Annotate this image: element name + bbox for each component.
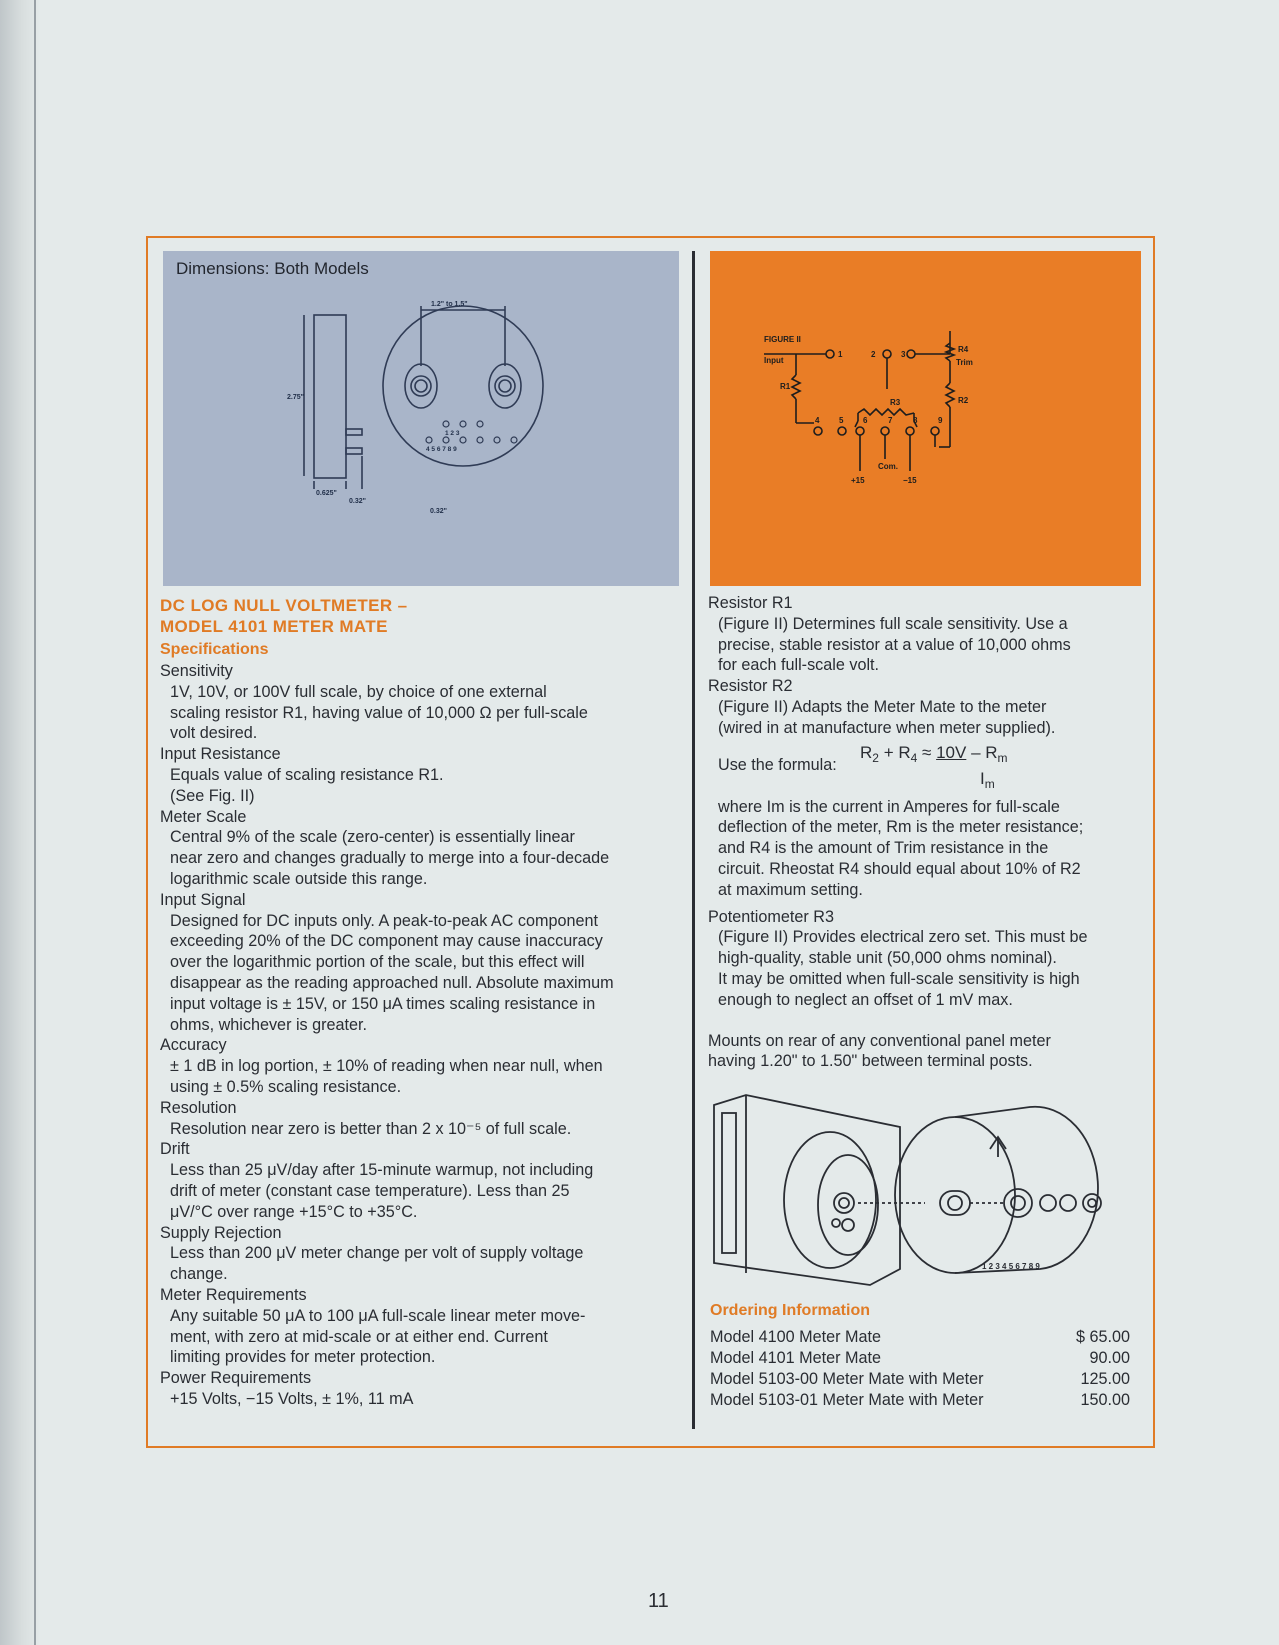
formula-den-sub: m bbox=[984, 776, 995, 791]
fig-label-input: Input bbox=[764, 356, 784, 365]
spec-label: Resolution bbox=[160, 1098, 237, 1117]
spec-text bbox=[170, 1119, 685, 1140]
specifications-column bbox=[160, 595, 685, 1410]
dimensions-drawing bbox=[163, 251, 679, 586]
formula-r4: R bbox=[898, 742, 911, 762]
order-row bbox=[710, 1369, 1130, 1390]
spec-text bbox=[170, 1306, 685, 1368]
spec-line: over the logarithmic portion of the scale, but this effect will bbox=[170, 953, 585, 972]
formula-minus: – bbox=[966, 742, 986, 762]
spine-binding-line bbox=[34, 0, 36, 1645]
spec-line: ment, with zero at mid-scale or at either end. Current bbox=[170, 1327, 548, 1346]
spec-line: volt desired. bbox=[170, 724, 258, 743]
spec-line: Resolution near zero is better than 2 x 10⁻⁵ of full scale. bbox=[170, 1119, 572, 1138]
meter-mate-illustration bbox=[710, 1093, 1130, 1293]
spec-text bbox=[170, 1056, 685, 1098]
figure-panel bbox=[710, 251, 1141, 586]
fig-pin-9: 9 bbox=[938, 416, 943, 425]
spec-line: Equals value of scaling resistance R1. bbox=[170, 765, 444, 784]
figure-title: FIGURE II bbox=[764, 335, 801, 344]
order-model-name: Model 5103-00 Meter Mate with Meter bbox=[710, 1370, 984, 1388]
fig-label-r3: R3 bbox=[890, 398, 901, 407]
spec-text bbox=[170, 827, 685, 889]
spec-line: logarithmic scale outside this range. bbox=[170, 869, 428, 888]
spec-line: near zero and changes gradually to merge into a four-decade bbox=[170, 849, 610, 868]
dim-label-offset: 0.32" bbox=[430, 508, 447, 515]
spec-line: ± 1 dB in log portion, ± 10% of reading when near null, when bbox=[170, 1057, 603, 1076]
spec-line: μV/°C over range +15°C to +35°C. bbox=[170, 1202, 418, 1221]
fig-label-trim: Trim bbox=[956, 358, 973, 367]
dim-label-pin: 0.32" bbox=[349, 498, 366, 505]
fig-pin-1: 1 bbox=[838, 350, 843, 359]
spec-line: Any suitable 50 μA to 100 μA full-scale linear meter move- bbox=[170, 1306, 586, 1325]
spec-line: drift of meter (constant case temperature). Less than 25 bbox=[170, 1181, 570, 1200]
order-price: 150.00 bbox=[1080, 1391, 1130, 1409]
r2-line: (wired in at manufacture when meter supplied). bbox=[718, 718, 1056, 737]
terminal-row-top: 1 2 3 bbox=[445, 430, 460, 437]
mounting-note bbox=[708, 1031, 1148, 1073]
fig-label-plus15: +15 bbox=[851, 476, 865, 485]
details-column bbox=[708, 593, 1148, 1072]
order-row bbox=[710, 1348, 1130, 1369]
formula-r4-sub: 4 bbox=[910, 750, 918, 765]
spec-line: exceeding 20% of the DC component may cause inaccuracy bbox=[170, 932, 603, 951]
r1-line: for each full-scale volt. bbox=[718, 656, 880, 675]
dim-label-height: 2.75" bbox=[287, 394, 304, 401]
where-line: and R4 is the amount of Trim resistance in the bbox=[718, 839, 1049, 858]
spec-text bbox=[170, 1160, 685, 1222]
spec-line: Designed for DC inputs only. A peak-to-peak AC component bbox=[170, 911, 599, 930]
resistor-r1-text bbox=[718, 614, 1148, 676]
spec-text bbox=[170, 1243, 685, 1285]
fig-label-r2: R2 bbox=[958, 396, 969, 405]
formula-den: I bbox=[980, 768, 985, 788]
spec-label: Power Requirements bbox=[160, 1369, 312, 1388]
spec-line: Less than 25 μV/day after 15-minute warmup, not including bbox=[170, 1161, 594, 1180]
formula-lead: Use the formula: bbox=[718, 755, 837, 774]
formula-explanation bbox=[718, 797, 1148, 901]
r2-line: (Figure II) Adapts the Meter Mate to the meter bbox=[718, 697, 1047, 716]
spec-label: Supply Rejection bbox=[160, 1223, 282, 1242]
spec-label: Drift bbox=[160, 1140, 190, 1159]
spec-label: Accuracy bbox=[160, 1036, 227, 1055]
resistor-r2-label: Resistor R2 bbox=[708, 677, 793, 696]
r1-line: precise, stable resistor at a value of 10,000 ohms bbox=[718, 635, 1071, 654]
page-number: 11 bbox=[648, 1590, 669, 1612]
fig-pin-3: 3 bbox=[901, 350, 906, 359]
specifications-heading: Specifications bbox=[160, 641, 269, 658]
fig-label-com: Com. bbox=[878, 462, 898, 471]
order-model-name: Model 4100 Meter Mate bbox=[710, 1328, 881, 1346]
spec-line: scaling resistor R1, having value of 10,000 Ω per full-scale bbox=[170, 703, 588, 722]
order-model-name: Model 5103-01 Meter Mate with Meter bbox=[710, 1391, 984, 1409]
order-row bbox=[710, 1390, 1130, 1411]
meter-terminal-numbers: 1 2 3 4 5 6 7 8 9 bbox=[982, 1262, 1040, 1271]
r3-line: (Figure II) Provides electrical zero set. This must be bbox=[718, 928, 1088, 947]
spec-line: (See Fig. II) bbox=[170, 786, 255, 805]
fig-pin-6: 6 bbox=[863, 416, 868, 425]
fig-label-minus15: −15 bbox=[903, 476, 917, 485]
formula-plus: + bbox=[878, 742, 899, 762]
where-line: deflection of the meter, Rm is the meter resistance; bbox=[718, 818, 1084, 837]
spec-line: Central 9% of the scale (zero-center) is essentially linear bbox=[170, 828, 575, 847]
formula-rm-sub: m bbox=[997, 750, 1008, 765]
r2-formula bbox=[718, 743, 1148, 795]
formula-approx: ≈ bbox=[917, 742, 937, 762]
dim-label-spacing: 1.2" to 1.5" bbox=[431, 301, 468, 308]
fig-pin-7: 7 bbox=[888, 416, 893, 425]
spec-text bbox=[170, 765, 685, 807]
spec-line: limiting provides for meter protection. bbox=[170, 1348, 436, 1367]
resistor-r1-label: Resistor R1 bbox=[708, 594, 793, 612]
order-price: 90.00 bbox=[1089, 1349, 1130, 1367]
r3-line: It may be omitted when full-scale sensitivity is high bbox=[718, 969, 1080, 988]
ordering-table bbox=[710, 1327, 1130, 1411]
dim-label-depth: 0.625" bbox=[316, 490, 337, 497]
figure-ii-schematic bbox=[710, 251, 1141, 586]
fig-label-r4: R4 bbox=[958, 345, 969, 354]
product-heading-line1: DC LOG NULL VOLTMETER – bbox=[160, 596, 408, 615]
dimensions-panel bbox=[163, 251, 679, 586]
resistor-r2-text bbox=[718, 697, 1148, 739]
r3-line: high-quality, stable unit (50,000 ohms nominal). bbox=[718, 949, 1057, 968]
where-line: circuit. Rheostat R4 should equal about 10% of R2 bbox=[718, 859, 1081, 878]
potentiometer-r3-label: Potentiometer R3 bbox=[708, 907, 834, 926]
spec-label: Meter Scale bbox=[160, 807, 247, 826]
fig-pin-5: 5 bbox=[839, 416, 844, 425]
fig-pin-4: 4 bbox=[815, 416, 820, 425]
ordering-heading: Ordering Information bbox=[710, 1302, 870, 1319]
formula-r2: R bbox=[860, 742, 873, 762]
spec-line: Less than 200 μV meter change per volt of supply voltage bbox=[170, 1244, 584, 1263]
order-model-name: Model 4101 Meter Mate bbox=[710, 1349, 881, 1367]
order-price: $ 65.00 bbox=[1075, 1328, 1130, 1346]
dimensions-title: Dimensions: Both Models bbox=[176, 259, 369, 278]
spec-list bbox=[160, 661, 685, 1410]
spec-line: input voltage is ± 15V, or 150 μA times scaling resistance in bbox=[170, 994, 596, 1013]
mount-line: having 1.20" to 1.50" between terminal posts. bbox=[708, 1052, 1033, 1071]
spec-line: +15 Volts, −15 Volts, ± 1%, 11 mA bbox=[170, 1389, 414, 1408]
formula-numerator: 10V bbox=[936, 742, 967, 762]
order-price: 125.00 bbox=[1080, 1370, 1130, 1388]
r3-line: enough to neglect an offset of 1 mV max. bbox=[718, 990, 1013, 1009]
spec-line: using ± 0.5% scaling resistance. bbox=[170, 1077, 402, 1096]
potentiometer-r3-text bbox=[718, 927, 1148, 1010]
formula-expression bbox=[860, 743, 1008, 769]
formula-r2-sub: 2 bbox=[872, 750, 879, 765]
formula-rm: R bbox=[985, 742, 998, 762]
product-heading-line2: MODEL 4101 METER MATE bbox=[160, 617, 388, 636]
spec-text bbox=[170, 682, 685, 744]
where-line: at maximum setting. bbox=[718, 880, 863, 899]
spec-label: Input Signal bbox=[160, 890, 246, 909]
column-divider bbox=[692, 251, 695, 1429]
where-line: where Im is the current in Amperes for full-scale bbox=[718, 797, 1060, 816]
r1-line: (Figure II) Determines full scale sensitivity. Use a bbox=[718, 614, 1068, 633]
spec-line: disappear as the reading approached null. Absolute maximum bbox=[170, 973, 614, 992]
spec-line: change. bbox=[170, 1265, 228, 1284]
fig-pin-2: 2 bbox=[871, 350, 876, 359]
spec-label: Input Resistance bbox=[160, 745, 281, 764]
formula-denominator bbox=[980, 769, 995, 795]
spec-text bbox=[170, 1389, 685, 1410]
terminal-row-bottom: 4 5 6 7 8 9 bbox=[426, 446, 457, 453]
spec-text bbox=[170, 911, 685, 1036]
fig-label-r1: R1 bbox=[780, 382, 791, 391]
spec-line: 1V, 10V, or 100V full scale, by choice of one external bbox=[170, 682, 547, 701]
spec-label: Sensitivity bbox=[160, 662, 233, 680]
spec-line: ohms, whichever is greater. bbox=[170, 1015, 368, 1034]
spec-label: Meter Requirements bbox=[160, 1285, 307, 1304]
mount-line: Mounts on rear of any conventional panel meter bbox=[708, 1031, 1051, 1050]
fig-pin-8: 8 bbox=[913, 416, 918, 425]
order-row bbox=[710, 1327, 1130, 1348]
